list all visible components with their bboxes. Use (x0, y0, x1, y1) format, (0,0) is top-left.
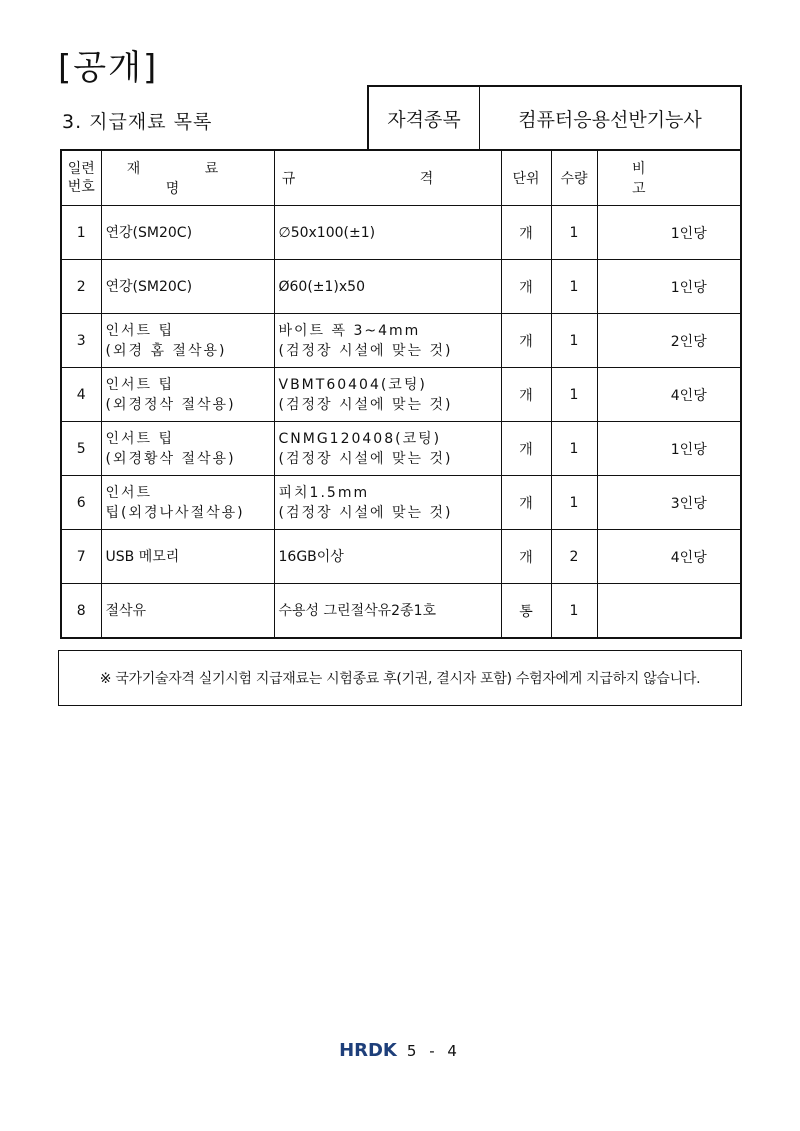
material-name-line2: (외경정삭 절삭용) (105, 396, 236, 413)
cell-note: 1인당 (597, 422, 741, 476)
certification-box (367, 85, 742, 149)
cell-unit: 개 (501, 314, 551, 368)
cell-unit: 개 (501, 530, 551, 584)
header-specification: 규 격 (274, 150, 501, 206)
cell-serial-number: 2 (61, 260, 101, 314)
header-serial-number: 일련 번호 (61, 150, 101, 206)
spec-line1: VBMT60404(코팅) (278, 376, 427, 393)
spec-line2: (검정장 시설에 맞는 것) (278, 342, 453, 359)
spec-line1: ∅50x100(±1) (278, 224, 376, 241)
cell-note: 3인당 (597, 476, 741, 530)
cell-quantity: 1 (551, 584, 597, 639)
material-name-line1: 인서트 (105, 484, 153, 501)
header-note: 비 고 (597, 150, 741, 206)
page-number: 5 - 4 (406, 1041, 461, 1060)
cell-note: 1인당 (597, 260, 741, 314)
table-row (61, 584, 741, 639)
classification-label: [공개] (58, 48, 159, 88)
spec-line1: 16GB이상 (278, 548, 344, 565)
spec-line2: (검정장 시설에 맞는 것) (278, 450, 453, 467)
cell-specification (274, 260, 501, 314)
cell-specification (274, 206, 501, 260)
cell-serial-number: 4 (61, 368, 101, 422)
cell-material-name (101, 584, 274, 639)
table-row (61, 422, 741, 476)
cell-specification (274, 368, 501, 422)
material-name-line2: (외경 홈 절삭용) (105, 342, 227, 359)
material-name-line1: USB 메모리 (105, 548, 180, 565)
cell-unit: 개 (501, 260, 551, 314)
cell-unit: 통 (501, 584, 551, 639)
cell-material-name (101, 530, 274, 584)
cell-unit: 개 (501, 206, 551, 260)
table-header-row (61, 150, 741, 206)
spec-line2: (검정장 시설에 맞는 것) (278, 396, 453, 413)
material-name-line1: 절삭유 (105, 602, 147, 619)
materials-table (60, 149, 742, 639)
cell-specification (274, 422, 501, 476)
cell-specification (274, 584, 501, 639)
cell-unit: 개 (501, 422, 551, 476)
cell-unit: 개 (501, 476, 551, 530)
material-name-line1: 연강(SM20C) (105, 278, 193, 295)
material-name-line1: 연강(SM20C) (105, 224, 193, 241)
notice-text: ※ 국가기술자격 실기시험 지급재료는 시험종료 후(기권, 결시자 포함) 수험자에게 지급하지 않습니다. (99, 671, 701, 687)
cell-serial-number: 1 (61, 206, 101, 260)
hrdk-logo: HRDK (339, 1040, 397, 1061)
page-footer (0, 1040, 800, 1061)
table-row (61, 476, 741, 530)
cell-quantity: 2 (551, 530, 597, 584)
cell-quantity: 1 (551, 476, 597, 530)
cell-material-name (101, 476, 274, 530)
cell-quantity: 1 (551, 422, 597, 476)
cell-note: 4인당 (597, 530, 741, 584)
cell-serial-number: 3 (61, 314, 101, 368)
cell-material-name (101, 368, 274, 422)
cell-material-name (101, 206, 274, 260)
cell-quantity: 1 (551, 314, 597, 368)
cell-serial-number: 6 (61, 476, 101, 530)
material-name-line2: (외경황삭 절삭용) (105, 450, 236, 467)
cell-specification (274, 314, 501, 368)
table-row (61, 530, 741, 584)
spec-line1: CNMG120408(코팅) (278, 430, 442, 447)
table-row (61, 260, 741, 314)
cell-material-name (101, 422, 274, 476)
table-row (61, 368, 741, 422)
spec-line1: 피치1.5mm (278, 484, 370, 501)
material-name-line2: 팁(외경나사절삭용) (105, 504, 245, 521)
title-row (60, 85, 740, 149)
header-unit: 단위 (501, 150, 551, 206)
section-title: 3. 지급재료 목록 (62, 111, 213, 133)
notice-box (58, 650, 742, 706)
cell-material-name (101, 314, 274, 368)
cell-note: 2인당 (597, 314, 741, 368)
cell-quantity: 1 (551, 368, 597, 422)
cell-note (597, 584, 741, 639)
cell-serial-number: 5 (61, 422, 101, 476)
material-name-line1: 인서트 팁 (105, 430, 175, 447)
certification-value: 컴퓨터응용선반기능사 (518, 108, 702, 131)
cell-serial-number: 8 (61, 584, 101, 639)
cell-quantity: 1 (551, 206, 597, 260)
material-name-line1: 인서트 팁 (105, 376, 175, 393)
table-row (61, 206, 741, 260)
table-row (61, 314, 741, 368)
cell-specification (274, 476, 501, 530)
certification-label: 자격종목 (369, 87, 480, 149)
material-name-line1: 인서트 팁 (105, 322, 175, 339)
cell-unit: 개 (501, 368, 551, 422)
spec-line2: (검정장 시설에 맞는 것) (278, 504, 453, 521)
cell-specification (274, 530, 501, 584)
cell-note: 1인당 (597, 206, 741, 260)
spec-line1: 바이트 폭 3~4mm (278, 322, 421, 339)
header-quantity: 수량 (551, 150, 597, 206)
cell-material-name (101, 260, 274, 314)
cell-note: 4인당 (597, 368, 741, 422)
spec-line1: Ø60(±1)x50 (278, 278, 365, 295)
cell-quantity: 1 (551, 260, 597, 314)
header-material-name: 재 료 명 (101, 150, 274, 206)
cell-serial-number: 7 (61, 530, 101, 584)
spec-line1: 수용성 그린절삭유2종1호 (278, 602, 437, 619)
